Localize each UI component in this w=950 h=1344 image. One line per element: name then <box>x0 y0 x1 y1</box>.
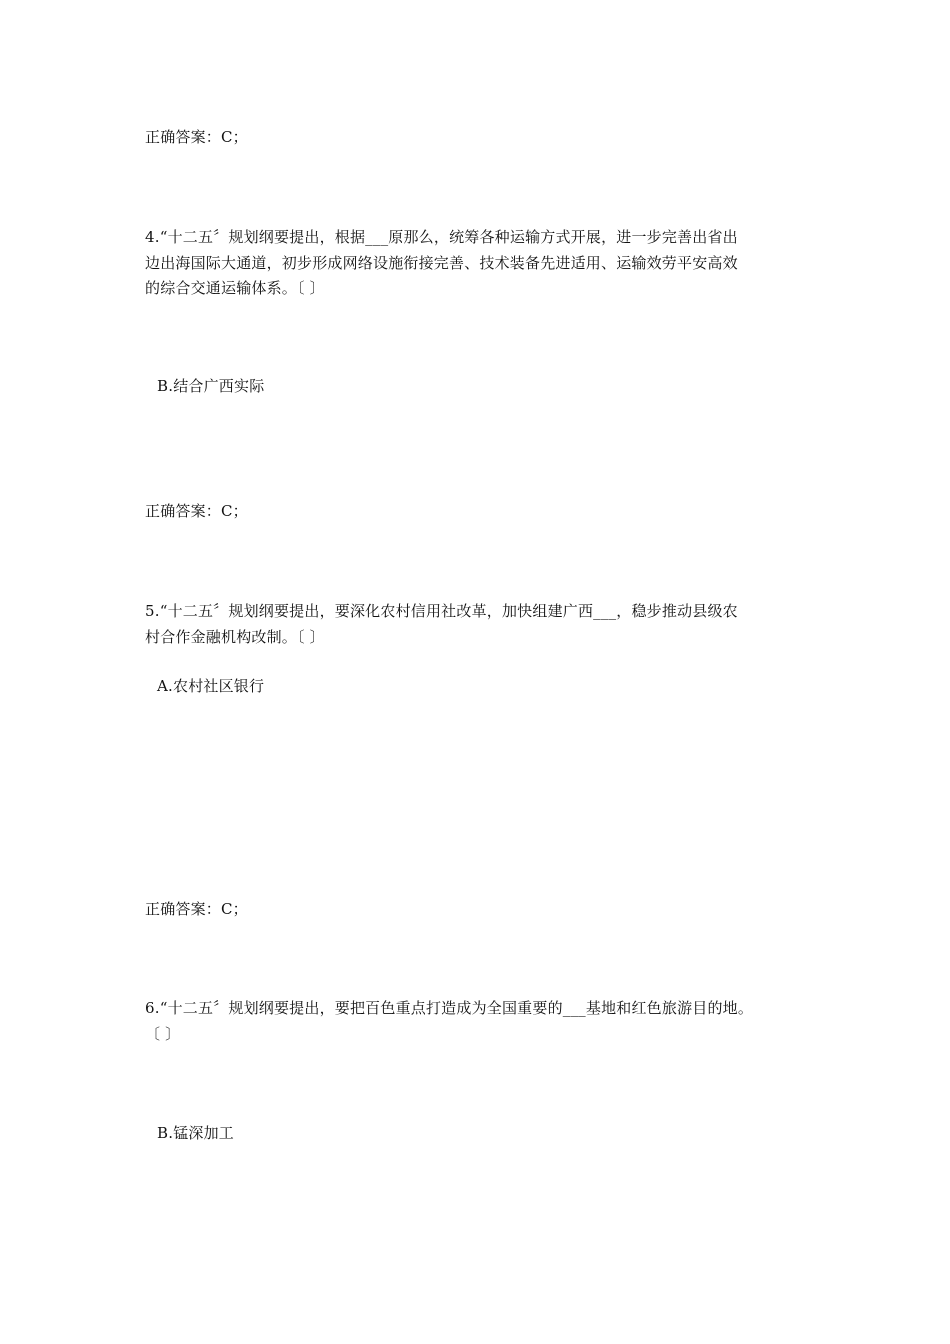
question-6-option-b: B.锰深加工 <box>157 1124 234 1142</box>
question-5-line-1: 5.“十二五〞规划纲要提出，要深化农村信用社改革，加快组建广西___，稳步推动县级农 <box>145 602 738 620</box>
question-5-answer: 正确答案：C； <box>145 900 248 918</box>
question-5-option-a: A.农村社区银行 <box>157 677 265 695</box>
answer-text: 正确答案：C； <box>145 128 248 146</box>
question-4-line-3: 的综合交通运输体系。〔 〕 <box>145 279 325 297</box>
question-5-line-2: 村合作金融机构改制。〔 〕 <box>145 628 325 646</box>
question-4-answer: 正确答案：C； <box>145 502 248 520</box>
question-6-line-2: 〔 〕 <box>145 1025 181 1043</box>
question-4-option-b: B.结合广西实际 <box>157 377 265 395</box>
question-6-line-1: 6.“十二五〞规划纲要提出，要把百色重点打造成为全国重要的___基地和红色旅游目的地。 <box>145 999 754 1017</box>
question-4-line-1: 4.“十二五〞规划纲要提出，根据___原那么，统筹各种运输方式开展，进一步完善出省出 <box>145 228 738 246</box>
question-4-line-2: 边出海国际大通道，初步形成网络设施衔接完善、技术装备先进适用、运输效劳平安高效 <box>145 254 738 272</box>
